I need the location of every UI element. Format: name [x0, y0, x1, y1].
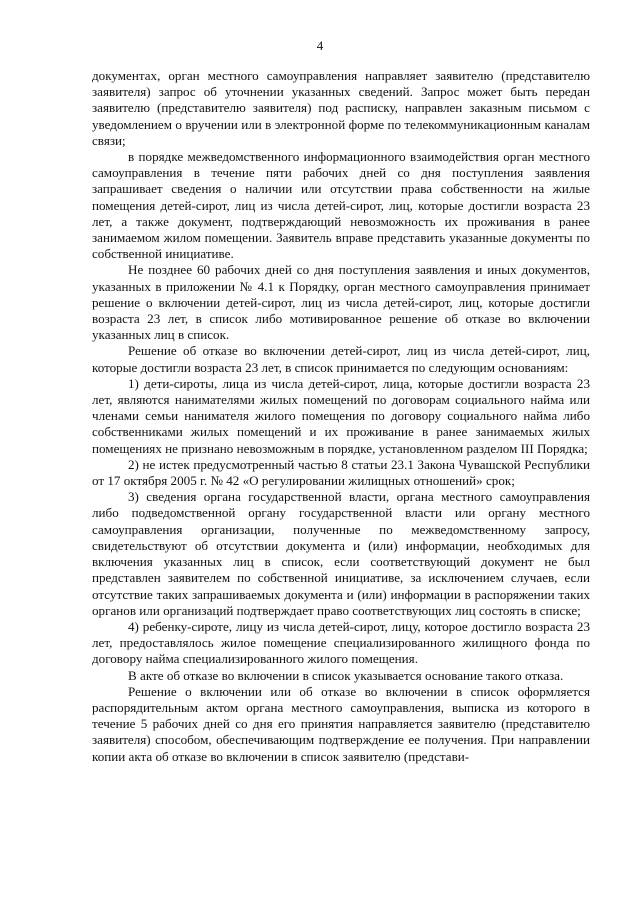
list-item-ground-2: 2) не истек предусмотренный частью 8 статьи 23.1 Закона Чувашской Республики от 17 октября 2005 г. № 42 «О регулировании жилищных отношений» срок;: [92, 456, 590, 489]
document-body: [92, 68, 590, 765]
paragraph-refusal-act: В акте об отказе во включении в список указывается основание такого отказа.: [128, 667, 564, 683]
paragraph-continuation: документах, орган местного самоуправления направляет заявителю (представителю заявителя) запрос об уточнении указанных сведений. Запрос может быть передан заявителю (представителю заявителя) под расписку, направлен заказным письмом с уведомлением о вручении или в электронной форме по телекоммуникационным каналам связи;: [92, 68, 590, 148]
paragraph-decision-formalization: Решение о включении или об отказе во включении в список оформляется распорядительным актом органа местного самоуправления, выписка из которого в течение 5 рабочих дней со дня его принятия направляется заявителю (представителю заявителя) способом, обеспечивающим подтверждение ее получения. При направлении копии акта об отказе во включении в список заявителю (представи-: [92, 683, 590, 764]
page-number: 4: [316, 38, 324, 53]
paragraph-decision-deadline: Не позднее 60 рабочих дней со дня поступления заявления и иных документов, указанных в приложении № 4.1 к Порядку, орган местного самоуправления принимает решение о включении детей-сирот, лиц из числа детей-сирот, лиц, которые достигли возраста 23 лет, в список либо мотивированное решение об отказе во включении указанных лиц в список.: [92, 262, 590, 343]
list-item-ground-4: 4) ребенку-сироте, лицу из числа детей-сирот, лицу, которое достигло возраста 23 лет, предоставлялось жилое помещение специализированного жилищного фонда по договору найма специализированного жилого помещения.: [92, 618, 590, 667]
list-item-ground-1: 1) дети-сироты, лица из числа детей-сирот, лица, которые достигли возраста 23 лет, являются нанимателями жилых помещений по договорам социального найма или членами семьи нанимателя жилого помещения по договору социального найма либо собственниками жилых помещений и их проживание в ранее занимаемых жилых помещениях не признано невозможным в порядке, установленном разделом III Порядка;: [92, 375, 590, 456]
paragraph-interagency-request: в порядке межведомственного информационного взаимодействия орган местного самоуправления в течение пяти рабочих дней со дня поступления заявления запрашивает сведения о наличии или отсутствии права собственности на жилые помещения детей-сирот, лиц из числа детей-сирот, лиц, которые достигли возраста 23 лет, а также документ, подтверждающий невозможность их проживания в ранее занимаемом жилом помещении. Заявитель вправе представить указанные документы по собственной инициативе.: [92, 149, 590, 262]
list-item-ground-3: 3) сведения органа государственной власти, органа местного самоуправления либо подведомственной органу государственной власти или органу местного самоуправления организации, полученные по межведомственному запросу, свидетельствуют об отсутствии документа и (или) информации, необходимых для включения указанных лиц в список, если соответствующий документ не был представлен заявителем по собственной инициативе, за исключением случаев, если отсутствие таких запрашиваемых документа и (или) информации в распоряжении таких органов или организаций подтверждает право соответствующих лиц состоять в списке;: [92, 489, 590, 618]
paragraph-refusal-grounds-intro: Решение об отказе во включении детей-сирот, лиц из числа детей-сирот, лиц, которые достигли возраста 23 лет, в список принимается по следующим основаниям:: [92, 343, 590, 375]
